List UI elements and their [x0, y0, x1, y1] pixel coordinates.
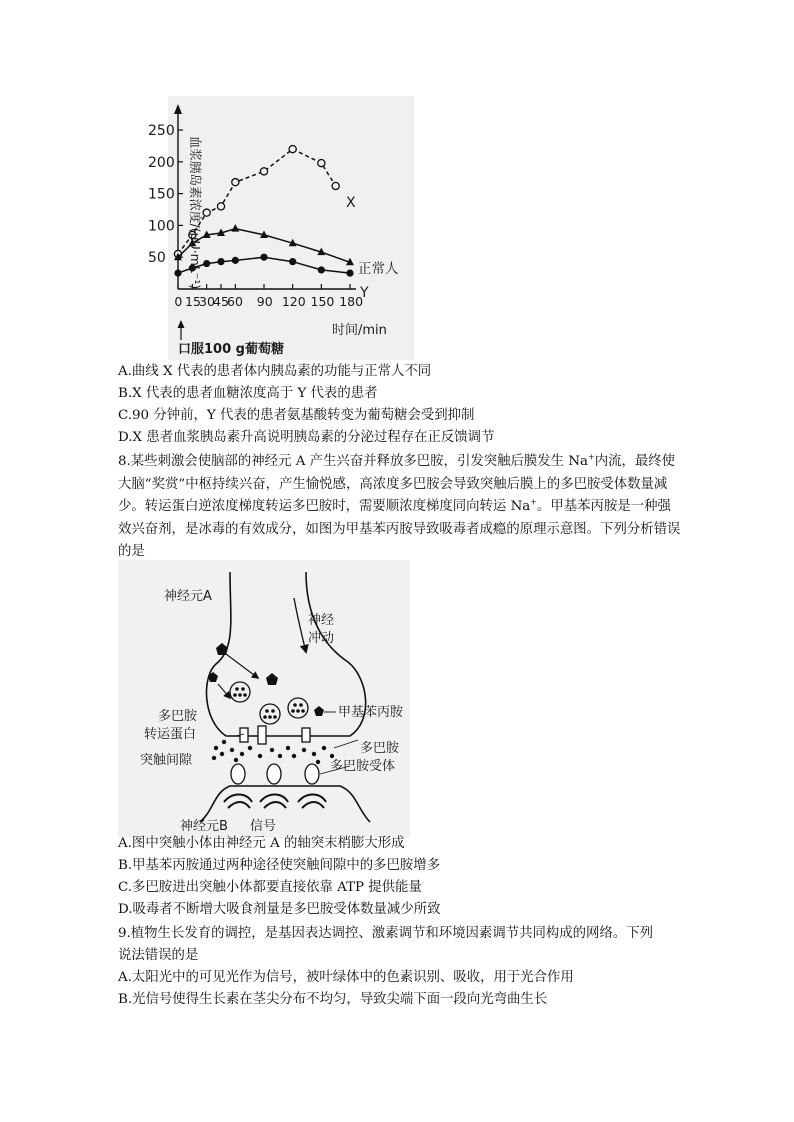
q8-stem-part2: 内流，最终使大脑“奖赏”中枢持续兴奋，产生愉悦感，高浓度多巴胺会导致突触后膜上的多巴胺受体数量减少。转运蛋白逆浓度梯度转运多巴胺时，需要顺浓度梯度同向转运 Na	[118, 454, 676, 515]
dopamine-receptors	[231, 764, 319, 784]
vesicle	[288, 698, 308, 718]
receptor	[231, 764, 245, 784]
q8-option-b: B.甲基苯丙胺通过两种途径使突触间隙中的多巴胺增多	[118, 858, 441, 873]
x-tick-label: 60	[227, 294, 243, 309]
y-tick-label: 50	[148, 250, 166, 267]
q9-stem-line2: 说法错误的是	[118, 948, 199, 963]
q8-stem-part3: 。甲基苯丙胺是一种强效兴奋剂，是冰毒的有效成分，如图为甲基苯丙胺导致吸毒者成瘾的原理示意图。下列分析错误的是	[118, 499, 681, 560]
x-tick-label: 180	[339, 294, 364, 309]
q9-option-a: A.太阳光中的可见光作为信号，被叶绿体中的色素识别、吸收，用于光合作用	[118, 970, 574, 985]
data-point	[203, 260, 210, 267]
meth-arrow	[226, 654, 258, 678]
vesicle	[230, 682, 250, 702]
q7-option-d: D.X 患者血浆胰岛素升高说明胰岛素的分泌过程存在正反馈调节	[118, 430, 495, 445]
y-axis-label: 血浆胰岛素浓度/(μU·mL⁻¹)	[188, 136, 203, 290]
data-point	[260, 254, 267, 261]
glucose-arrow-head	[178, 320, 185, 328]
data-point	[217, 203, 224, 210]
data-point	[346, 270, 353, 277]
synapse-diagram	[118, 560, 410, 838]
q8-stem-part1: 8.某些刺激会使脑部的神经元 A 产生兴奋并释放多巴胺，引发突触后膜发生 Na	[118, 454, 589, 469]
label-signal: 信号	[250, 819, 277, 834]
x-tick-label: 90	[256, 294, 273, 309]
postsynaptic-membrane	[200, 786, 370, 822]
label-meth: 甲基苯丙胺	[338, 705, 404, 720]
label-cleft: 突触间隙	[140, 753, 193, 768]
x-tick-label: 45	[213, 294, 229, 309]
q8-stem-sup2: +	[530, 497, 537, 507]
y-tick-label: 150	[148, 186, 175, 203]
x-tick-label: 120	[281, 294, 306, 309]
y-tick-label: 250	[148, 123, 175, 139]
receptor	[305, 764, 319, 784]
label-receptor: 多巴胺受体	[330, 759, 396, 774]
receptor	[267, 764, 281, 784]
series-label-normal: 正常人	[358, 261, 399, 277]
data-point	[260, 168, 267, 175]
q8-option-a: A.图中突触小体由神经元 A 的轴突末梢膨大形成	[118, 836, 405, 851]
data-point	[289, 145, 296, 152]
vesicle	[260, 704, 280, 724]
data-point	[231, 224, 239, 232]
q7-option-b: B.X 代表的患者血糖浓度高于 Y 代表的患者	[118, 386, 378, 401]
data-point	[289, 258, 296, 265]
x-tick-label: 150	[310, 294, 335, 309]
series-label-y: Y	[360, 285, 369, 301]
x-tick-label: 0	[174, 294, 183, 309]
x-tick-label: 15	[185, 294, 201, 309]
label-impulse-2: 冲动	[308, 631, 335, 646]
signal-arcs	[224, 795, 326, 809]
q8-option-c: C.多巴胺进出突触小体都要直接依靠 ATP 提供能量	[118, 880, 422, 895]
synapse-diagram-svg	[118, 560, 410, 838]
label-neuron-b: 神经元B	[180, 819, 228, 834]
data-point	[318, 266, 325, 273]
series-label-x: X	[346, 195, 356, 211]
glucose-annotation: 口服100 g葡萄糖	[178, 342, 284, 357]
q7-option-c: C.90 分钟前，Y 代表的患者氨基酸转变为葡萄糖会受到抑制	[118, 408, 475, 423]
vesicle-dots	[233, 687, 305, 719]
data-point	[232, 179, 239, 186]
q8-option-d: D.吸毒者不断增大吸食剂量是多巴胺受体数量减少所致	[118, 902, 441, 917]
transporter-protein	[240, 726, 310, 744]
q7-option-a: A.曲线 X 代表的患者体内胰岛素的功能与正常人不同	[118, 364, 432, 379]
impulse-arrow	[294, 598, 306, 652]
data-point	[332, 182, 339, 189]
label-dopamine: 多巴胺	[360, 741, 400, 756]
data-point	[232, 257, 239, 264]
cleft-dopamine	[212, 740, 334, 764]
dopamine-pointer	[334, 740, 358, 748]
label-neuron-a: 神经元A	[164, 589, 212, 604]
x-axis-label: 时间/min	[332, 323, 387, 338]
label-transporter-1: 多巴胺	[158, 709, 198, 724]
y-tick-label: 100	[148, 218, 175, 235]
label-transporter-2: 转运蛋白	[144, 727, 197, 742]
data-point	[174, 270, 181, 277]
y-tick-label: 200	[148, 154, 175, 171]
q9-option-b: B.光信号使得生长素在茎尖分布不均匀，导致尖端下面一段向光弯曲生长	[118, 992, 548, 1007]
data-point	[318, 159, 325, 166]
meth-arrow	[218, 684, 230, 698]
data-point	[217, 258, 224, 265]
x-tick-label: 30	[199, 294, 215, 309]
insulin-chart	[148, 96, 414, 360]
data-point	[203, 209, 210, 216]
q9-stem-line1: 9.植物生长发育的调控，是基因表达调控、激素调节和环境因素调节共同构成的网络。下列	[118, 926, 654, 941]
y-axis-arrowhead	[174, 104, 182, 114]
q8-stem	[118, 451, 682, 564]
label-impulse-1: 神经	[308, 613, 335, 628]
insulin-chart-svg	[148, 96, 414, 360]
q8-stem-sup1: +	[588, 452, 595, 462]
